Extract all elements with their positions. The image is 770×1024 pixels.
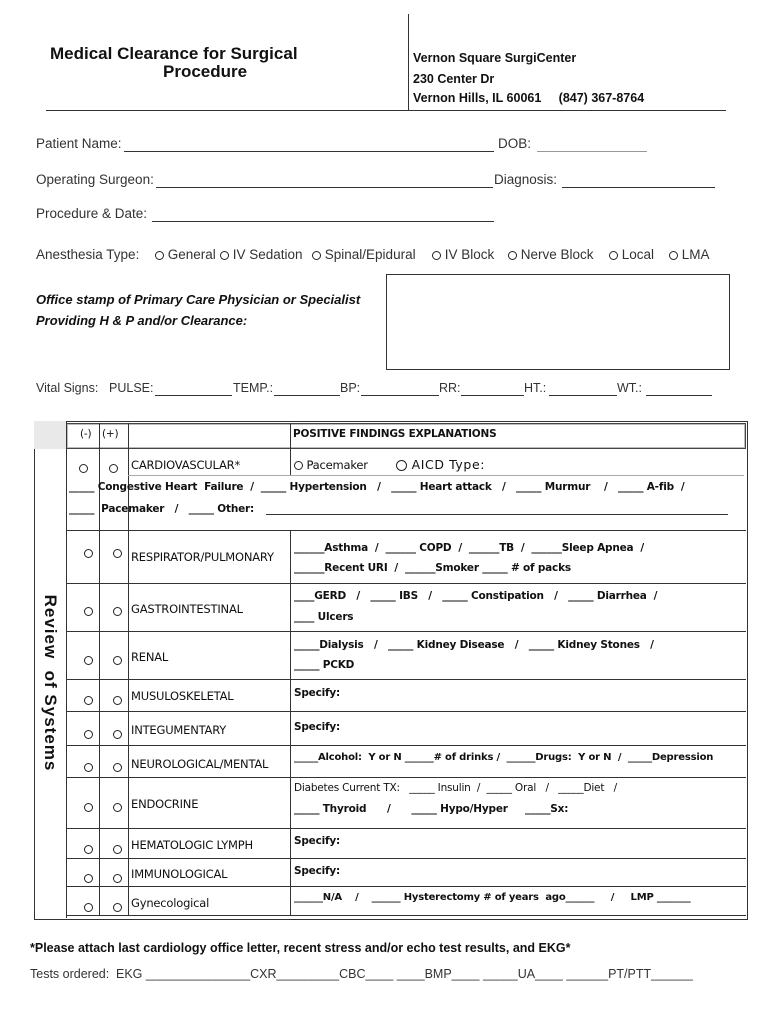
radio-circle-icon [113, 845, 122, 854]
cardio-pacemaker-option[interactable]: Pacemaker [294, 458, 368, 472]
system-gynecological: Gynecological [131, 896, 210, 910]
col-header-findings: POSITIVE FINDINGS EXPLANATIONS [293, 428, 497, 440]
diagnosis-label: Diagnosis: [494, 172, 558, 187]
endo-neg-circle[interactable] [84, 799, 93, 817]
radio-circle-icon [113, 656, 122, 665]
radio-circle-icon [84, 874, 93, 883]
radio-circle-icon [84, 607, 93, 616]
col-header-positive: (+) [102, 428, 119, 440]
office-stamp-box[interactable] [386, 274, 730, 370]
vital-rr-line[interactable] [461, 395, 524, 396]
vital-wt-label: WT.: [617, 381, 642, 395]
vital-bp-label: BP: [340, 381, 361, 395]
radio-circle-icon [113, 903, 122, 912]
cardio-row-rule [128, 475, 744, 476]
diagnosis-line[interactable] [562, 187, 715, 188]
vital-rr-label: RR: [439, 381, 461, 395]
radio-circle-icon [84, 549, 93, 558]
musc-neg-circle[interactable] [84, 692, 93, 710]
neuro-neg-circle[interactable] [84, 759, 93, 777]
endo-findings-line1: Diabetes Current TX: _____ Insulin / _____ Oral / _____Diet / [294, 782, 617, 794]
renal-neg-circle[interactable] [84, 652, 93, 670]
row-divider [66, 679, 746, 680]
radio-circle-icon [155, 251, 164, 260]
radio-circle-icon [113, 549, 122, 558]
anesthesia-iv-sedation[interactable]: IV Sedation [220, 247, 303, 262]
vital-temp-line[interactable] [274, 395, 340, 396]
vital-ht-line[interactable] [549, 395, 617, 396]
integ-neg-circle[interactable] [84, 726, 93, 744]
anesthesia-label: Anesthesia Type: [36, 247, 140, 262]
system-integumentary: INTEGUMENTARY [131, 723, 227, 737]
radio-circle-icon [84, 903, 93, 912]
row-divider [66, 711, 746, 712]
surgeon-line[interactable] [156, 187, 493, 188]
anesthesia-spinal[interactable]: Spinal/Epidural [312, 247, 416, 262]
radio-circle-icon [79, 464, 88, 473]
renal-pos-circle[interactable] [113, 652, 122, 670]
anesthesia-local[interactable]: Local [609, 247, 654, 262]
cardio-neg-circle[interactable] [79, 460, 88, 478]
resp-findings-line2: ______Recent URI / ______Smoker _____ # of packs [294, 562, 571, 574]
anesthesia-general[interactable]: General [155, 247, 216, 262]
facility-name: Vernon Square SurgiCenter [413, 51, 577, 65]
office-stamp-line1: Office stamp of Primary Care Physician or Specialist [36, 292, 361, 307]
resp-neg-circle[interactable] [84, 545, 93, 563]
neuro-pos-circle[interactable] [113, 759, 122, 777]
radio-circle-icon [84, 845, 93, 854]
gi-neg-circle[interactable] [84, 603, 93, 621]
resp-pos-circle[interactable] [113, 545, 122, 563]
tests-ordered-list[interactable]: EKG _______________CXR_________CBC____ ____BMP____ _____UA____ ______PT/PTT______ [116, 967, 693, 981]
gi-pos-circle[interactable] [113, 603, 122, 621]
hema-neg-circle[interactable] [84, 841, 93, 859]
row-divider [66, 583, 746, 584]
system-respiratory: RESPIRATOR/PULMONARY [131, 550, 274, 564]
radio-circle-icon [220, 251, 229, 260]
vital-signs-label: Vital Signs: [36, 381, 99, 395]
radio-circle-icon [396, 460, 407, 471]
radio-circle-icon [113, 696, 122, 705]
vital-bp-line[interactable] [361, 395, 439, 396]
system-immunological: IMMUNOLOGICAL [131, 867, 228, 881]
vital-pulse-line[interactable] [155, 395, 232, 396]
procedure-date-label: Procedure & Date: [36, 206, 148, 221]
gi-findings-line1: ____GERD / _____ IBS / _____ Constipation / _____ Diarrhea / [294, 590, 658, 602]
radio-circle-icon [113, 874, 122, 883]
cardio-aicd-option[interactable]: AICD Type: [396, 457, 485, 472]
vital-temp-label: TEMP.: [233, 381, 274, 395]
radio-circle-icon [84, 656, 93, 665]
side-header-cell [34, 421, 66, 449]
neuro-findings: _____Alcohol: Y or N ______# of drinks / ______Drugs: Y or N / _____Depression [294, 752, 714, 763]
radio-circle-icon [113, 803, 122, 812]
header-divider [408, 14, 409, 111]
radio-circle-icon [84, 763, 93, 772]
side-col-divider [66, 421, 67, 918]
facility-address: 230 Center Dr [413, 72, 495, 86]
surgeon-label: Operating Surgeon: [36, 172, 154, 187]
gyn-findings: ______N/A / ______ Hysterectomy # of years ago______ / LMP _______ [294, 892, 691, 903]
radio-circle-icon [84, 696, 93, 705]
radio-circle-icon [508, 251, 517, 260]
musc-specify[interactable]: Specify: [294, 687, 341, 699]
form-title-line1: Medical Clearance for Surgical [50, 44, 298, 63]
form-title-line2: Procedure [163, 62, 248, 81]
integ-pos-circle[interactable] [113, 726, 122, 744]
system-neurological: NEUROLOGICAL/MENTAL [131, 757, 269, 771]
system-renal: RENAL [131, 650, 169, 664]
system-cardiovascular: CARDIOVASCULAR* [131, 458, 241, 472]
renal-findings-line1: _____Dialysis / _____ Kidney Disease / _____ Kidney Stones / [294, 639, 654, 651]
radio-circle-icon [113, 730, 122, 739]
side-label-review-of-systems: Review of Systems [41, 594, 60, 772]
procedure-date-line[interactable] [152, 221, 494, 222]
radio-circle-icon [84, 803, 93, 812]
dob-line[interactable] [537, 151, 647, 152]
anesthesia-nerve-block[interactable]: Nerve Block [508, 247, 594, 262]
system-musculoskeletal: MUSULOSKELETAL [131, 689, 234, 703]
cardio-conditions-line2: _____ Pacemaker / _____ Other: [69, 503, 255, 515]
radio-circle-icon [294, 461, 303, 470]
findings-col-divider-top [290, 423, 291, 475]
radio-circle-icon [109, 464, 118, 473]
system-hematologic: HEMATOLOGIC LYMPH [131, 838, 253, 852]
radio-circle-icon [113, 763, 122, 772]
header-rule [46, 110, 726, 111]
cardio-pos-circle[interactable] [109, 460, 118, 478]
row-divider [66, 631, 746, 632]
radio-circle-icon [312, 251, 321, 260]
renal-findings-line2: _____ PCKD [294, 659, 355, 671]
integ-specify[interactable]: Specify: [294, 721, 341, 733]
cardio-other-line[interactable] [266, 514, 728, 515]
radio-circle-icon [669, 251, 678, 260]
row-divider [66, 828, 746, 829]
pos-col-divider [128, 423, 129, 915]
immuno-specify[interactable]: Specify: [294, 865, 341, 877]
tests-ordered-label: Tests ordered: [30, 967, 110, 981]
vital-pulse-label: PULSE: [109, 381, 154, 395]
vital-ht-label: HT.: [524, 381, 547, 395]
patient-name-label: Patient Name: [36, 136, 122, 151]
dob-label: DOB: [498, 136, 532, 151]
musc-pos-circle[interactable] [113, 692, 122, 710]
attach-note: *Please attach last cardiology office letter, recent stress and/or echo test results, and EKG* [30, 941, 571, 955]
radio-circle-icon [609, 251, 618, 260]
radio-circle-icon [432, 251, 441, 260]
row-divider [66, 858, 746, 859]
cardio-conditions-line1: _____ Congestive Heart Failure / _____ Hypertension / _____ Heart attack / _____ Murmur / _____ A-fib / [69, 481, 685, 493]
radio-circle-icon [84, 730, 93, 739]
anesthesia-lma[interactable]: LMA [669, 247, 710, 262]
endo-pos-circle[interactable] [113, 799, 122, 817]
row-divider [66, 530, 746, 531]
radio-circle-icon [113, 607, 122, 616]
table-bottom-rule [66, 915, 746, 916]
endo-findings-line2: _____ Thyroid / _____ Hypo/Hyper _____Sx: [294, 803, 569, 815]
row-divider [66, 777, 746, 778]
patient-name-line[interactable] [124, 151, 494, 152]
neg-col-divider [99, 423, 100, 915]
system-endocrine: ENDOCRINE [131, 797, 199, 811]
hema-pos-circle[interactable] [113, 841, 122, 859]
row-divider [66, 745, 746, 746]
office-stamp-line2: Providing H & P and/or Clearance: [36, 313, 248, 328]
facility-city-phone: Vernon Hills, IL 60061 (847) 367-8764 [413, 91, 645, 105]
gi-findings-line2: ____ Ulcers [294, 611, 354, 623]
resp-findings-line1: ______Asthma / ______ COPD / ______TB / ______Sleep Apnea / [294, 542, 644, 554]
vital-wt-line[interactable] [646, 395, 712, 396]
system-gastrointestinal: GASTROINTESTINAL [131, 602, 243, 616]
hema-specify[interactable]: Specify: [294, 835, 341, 847]
col-header-negative: (-) [80, 428, 92, 440]
row-divider [66, 886, 746, 887]
anesthesia-iv-block[interactable]: IV Block [432, 247, 494, 262]
